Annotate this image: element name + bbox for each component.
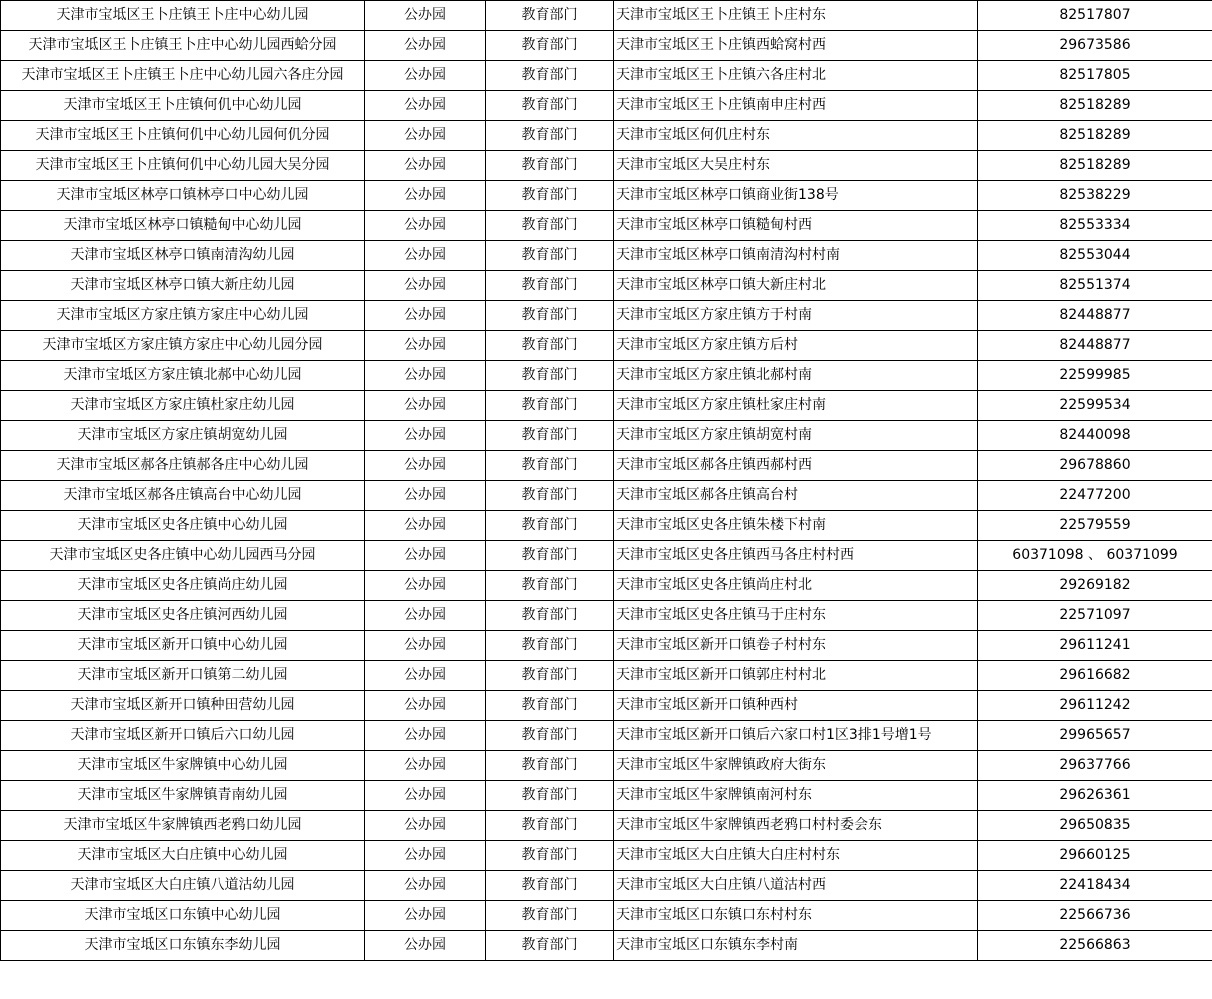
phone-cell: 29637766 bbox=[978, 751, 1212, 781]
phone-cell: 22599985 bbox=[978, 361, 1212, 391]
address-cell: 天津市宝坻区林亭口镇商业街138号 bbox=[614, 181, 978, 211]
ownership-type-cell: 公办园 bbox=[365, 571, 486, 601]
phone-cell: 22571097 bbox=[978, 601, 1212, 631]
table-row bbox=[1, 1, 1212, 31]
department-cell: 教育部门 bbox=[486, 61, 614, 91]
department-cell: 教育部门 bbox=[486, 91, 614, 121]
department-cell: 教育部门 bbox=[486, 931, 614, 961]
phone-cell: 29678860 bbox=[978, 451, 1212, 481]
table-row bbox=[1, 151, 1212, 181]
ownership-type-cell: 公办园 bbox=[365, 121, 486, 151]
phone-cell: 82448877 bbox=[978, 331, 1212, 361]
phone-cell: 29965657 bbox=[978, 721, 1212, 751]
table-row bbox=[1, 781, 1212, 811]
address-cell: 天津市宝坻区林亭口镇大新庄村北 bbox=[614, 271, 978, 301]
table-row bbox=[1, 691, 1212, 721]
phone-cell: 29650835 bbox=[978, 811, 1212, 841]
department-cell: 教育部门 bbox=[486, 601, 614, 631]
department-cell: 教育部门 bbox=[486, 451, 614, 481]
address-cell: 天津市宝坻区方家庄镇胡宽村南 bbox=[614, 421, 978, 451]
address-cell: 天津市宝坻区牛家牌镇政府大街东 bbox=[614, 751, 978, 781]
kindergarten-name-cell: 天津市宝坻区林亭口镇糙甸中心幼儿园 bbox=[1, 211, 365, 241]
kindergarten-name-cell: 天津市宝坻区史各庄镇中心幼儿园西马分园 bbox=[1, 541, 365, 571]
phone-cell: 29611241 bbox=[978, 631, 1212, 661]
kindergarten-name-cell: 天津市宝坻区王卜庄镇何仉中心幼儿园何仉分园 bbox=[1, 121, 365, 151]
phone-cell: 29626361 bbox=[978, 781, 1212, 811]
ownership-type-cell: 公办园 bbox=[365, 601, 486, 631]
phone-cell: 82538229 bbox=[978, 181, 1212, 211]
address-cell: 天津市宝坻区方家庄镇方后村 bbox=[614, 331, 978, 361]
ownership-type-cell: 公办园 bbox=[365, 361, 486, 391]
department-cell: 教育部门 bbox=[486, 301, 614, 331]
address-cell: 天津市宝坻区史各庄镇马于庄村东 bbox=[614, 601, 978, 631]
table-row bbox=[1, 391, 1212, 421]
address-cell: 天津市宝坻区王卜庄镇南申庄村西 bbox=[614, 91, 978, 121]
kindergarten-name-cell: 天津市宝坻区牛家牌镇中心幼儿园 bbox=[1, 751, 365, 781]
department-cell: 教育部门 bbox=[486, 901, 614, 931]
kindergarten-name-cell: 天津市宝坻区口东镇东李幼儿园 bbox=[1, 931, 365, 961]
kindergarten-name-cell: 天津市宝坻区王卜庄镇王卜庄中心幼儿园六各庄分园 bbox=[1, 61, 365, 91]
department-cell: 教育部门 bbox=[486, 541, 614, 571]
address-cell: 天津市宝坻区史各庄镇尚庄村北 bbox=[614, 571, 978, 601]
kindergarten-name-cell: 天津市宝坻区王卜庄镇王卜庄中心幼儿园西蛤分园 bbox=[1, 31, 365, 61]
phone-cell: 22477200 bbox=[978, 481, 1212, 511]
department-cell: 教育部门 bbox=[486, 181, 614, 211]
table-row bbox=[1, 541, 1212, 571]
ownership-type-cell: 公办园 bbox=[365, 661, 486, 691]
department-cell: 教育部门 bbox=[486, 361, 614, 391]
kindergarten-name-cell: 天津市宝坻区新开口镇第二幼儿园 bbox=[1, 661, 365, 691]
address-cell: 天津市宝坻区郝各庄镇西郝村西 bbox=[614, 451, 978, 481]
ownership-type-cell: 公办园 bbox=[365, 691, 486, 721]
kindergarten-name-cell: 天津市宝坻区郝各庄镇郝各庄中心幼儿园 bbox=[1, 451, 365, 481]
address-cell: 天津市宝坻区何仉庄村东 bbox=[614, 121, 978, 151]
kindergarten-name-cell: 天津市宝坻区口东镇中心幼儿园 bbox=[1, 901, 365, 931]
kindergarten-name-cell: 天津市宝坻区新开口镇中心幼儿园 bbox=[1, 631, 365, 661]
kindergarten-name-cell: 天津市宝坻区方家庄镇胡宽幼儿园 bbox=[1, 421, 365, 451]
ownership-type-cell: 公办园 bbox=[365, 271, 486, 301]
kindergarten-name-cell: 天津市宝坻区林亭口镇大新庄幼儿园 bbox=[1, 271, 365, 301]
department-cell: 教育部门 bbox=[486, 631, 614, 661]
address-cell: 天津市宝坻区林亭口镇糙甸村西 bbox=[614, 211, 978, 241]
table-row bbox=[1, 241, 1212, 271]
ownership-type-cell: 公办园 bbox=[365, 451, 486, 481]
phone-cell: 29660125 bbox=[978, 841, 1212, 871]
kindergarten-name-cell: 天津市宝坻区王卜庄镇何仉中心幼儿园大吴分园 bbox=[1, 151, 365, 181]
address-cell: 天津市宝坻区方家庄镇北郝村南 bbox=[614, 361, 978, 391]
kindergarten-name-cell: 天津市宝坻区新开口镇种田营幼儿园 bbox=[1, 691, 365, 721]
table-body bbox=[1, 1, 1212, 961]
table-row bbox=[1, 661, 1212, 691]
ownership-type-cell: 公办园 bbox=[365, 61, 486, 91]
department-cell: 教育部门 bbox=[486, 421, 614, 451]
phone-cell: 82517807 bbox=[978, 1, 1212, 31]
department-cell: 教育部门 bbox=[486, 211, 614, 241]
phone-cell: 29673586 bbox=[978, 31, 1212, 61]
kindergarten-name-cell: 天津市宝坻区林亭口镇南清沟幼儿园 bbox=[1, 241, 365, 271]
table-row bbox=[1, 211, 1212, 241]
ownership-type-cell: 公办园 bbox=[365, 901, 486, 931]
table-row bbox=[1, 451, 1212, 481]
address-cell: 天津市宝坻区史各庄镇西马各庄村村西 bbox=[614, 541, 978, 571]
address-cell: 天津市宝坻区史各庄镇朱楼下村南 bbox=[614, 511, 978, 541]
kindergarten-name-cell: 天津市宝坻区王卜庄镇王卜庄中心幼儿园 bbox=[1, 1, 365, 31]
ownership-type-cell: 公办园 bbox=[365, 511, 486, 541]
kindergarten-name-cell: 天津市宝坻区林亭口镇林亭口中心幼儿园 bbox=[1, 181, 365, 211]
phone-cell: 60371098 、 60371099 bbox=[978, 541, 1212, 571]
department-cell: 教育部门 bbox=[486, 571, 614, 601]
table-row bbox=[1, 601, 1212, 631]
ownership-type-cell: 公办园 bbox=[365, 631, 486, 661]
ownership-type-cell: 公办园 bbox=[365, 181, 486, 211]
phone-cell: 22566736 bbox=[978, 901, 1212, 931]
phone-cell: 82518289 bbox=[978, 151, 1212, 181]
address-cell: 天津市宝坻区新开口镇郭庄村村北 bbox=[614, 661, 978, 691]
kindergarten-name-cell: 天津市宝坻区大白庄镇中心幼儿园 bbox=[1, 841, 365, 871]
table-row bbox=[1, 931, 1212, 961]
address-cell: 天津市宝坻区王卜庄镇王卜庄村东 bbox=[614, 1, 978, 31]
table-row bbox=[1, 421, 1212, 451]
address-cell: 天津市宝坻区林亭口镇南清沟村村南 bbox=[614, 241, 978, 271]
department-cell: 教育部门 bbox=[486, 121, 614, 151]
table-row bbox=[1, 631, 1212, 661]
department-cell: 教育部门 bbox=[486, 661, 614, 691]
department-cell: 教育部门 bbox=[486, 721, 614, 751]
phone-cell: 29269182 bbox=[978, 571, 1212, 601]
phone-cell: 82448877 bbox=[978, 301, 1212, 331]
kindergarten-name-cell: 天津市宝坻区方家庄镇北郝中心幼儿园 bbox=[1, 361, 365, 391]
address-cell: 天津市宝坻区大白庄镇八道沽村西 bbox=[614, 871, 978, 901]
department-cell: 教育部门 bbox=[486, 871, 614, 901]
ownership-type-cell: 公办园 bbox=[365, 151, 486, 181]
table-row bbox=[1, 271, 1212, 301]
ownership-type-cell: 公办园 bbox=[365, 91, 486, 121]
ownership-type-cell: 公办园 bbox=[365, 811, 486, 841]
ownership-type-cell: 公办园 bbox=[365, 931, 486, 961]
ownership-type-cell: 公办园 bbox=[365, 541, 486, 571]
department-cell: 教育部门 bbox=[486, 151, 614, 181]
ownership-type-cell: 公办园 bbox=[365, 211, 486, 241]
table-row bbox=[1, 901, 1212, 931]
phone-cell: 82518289 bbox=[978, 91, 1212, 121]
kindergarten-name-cell: 天津市宝坻区史各庄镇尚庄幼儿园 bbox=[1, 571, 365, 601]
kindergarten-name-cell: 天津市宝坻区史各庄镇河西幼儿园 bbox=[1, 601, 365, 631]
table-row bbox=[1, 301, 1212, 331]
address-cell: 天津市宝坻区方家庄镇方于村南 bbox=[614, 301, 978, 331]
kindergarten-name-cell: 天津市宝坻区大白庄镇八道沽幼儿园 bbox=[1, 871, 365, 901]
phone-cell: 29611242 bbox=[978, 691, 1212, 721]
table-row bbox=[1, 871, 1212, 901]
department-cell: 教育部门 bbox=[486, 691, 614, 721]
table-row bbox=[1, 811, 1212, 841]
table-row bbox=[1, 181, 1212, 211]
ownership-type-cell: 公办园 bbox=[365, 301, 486, 331]
address-cell: 天津市宝坻区新开口镇种西村 bbox=[614, 691, 978, 721]
ownership-type-cell: 公办园 bbox=[365, 241, 486, 271]
address-cell: 天津市宝坻区大白庄镇大白庄村村东 bbox=[614, 841, 978, 871]
table-row bbox=[1, 751, 1212, 781]
table-row bbox=[1, 91, 1212, 121]
phone-cell: 82440098 bbox=[978, 421, 1212, 451]
ownership-type-cell: 公办园 bbox=[365, 871, 486, 901]
department-cell: 教育部门 bbox=[486, 481, 614, 511]
table-row bbox=[1, 31, 1212, 61]
kindergarten-name-cell: 天津市宝坻区牛家牌镇青南幼儿园 bbox=[1, 781, 365, 811]
phone-cell: 82517805 bbox=[978, 61, 1212, 91]
phone-cell: 22579559 bbox=[978, 511, 1212, 541]
address-cell: 天津市宝坻区大吴庄村东 bbox=[614, 151, 978, 181]
department-cell: 教育部门 bbox=[486, 1, 614, 31]
table-row bbox=[1, 121, 1212, 151]
ownership-type-cell: 公办园 bbox=[365, 721, 486, 751]
department-cell: 教育部门 bbox=[486, 31, 614, 61]
phone-cell: 22566863 bbox=[978, 931, 1212, 961]
department-cell: 教育部门 bbox=[486, 841, 614, 871]
address-cell: 天津市宝坻区牛家牌镇南河村东 bbox=[614, 781, 978, 811]
table-row bbox=[1, 511, 1212, 541]
kindergarten-name-cell: 天津市宝坻区牛家牌镇西老鸦口幼儿园 bbox=[1, 811, 365, 841]
ownership-type-cell: 公办园 bbox=[365, 31, 486, 61]
phone-cell: 82551374 bbox=[978, 271, 1212, 301]
table-row bbox=[1, 841, 1212, 871]
address-cell: 天津市宝坻区口东镇东李村南 bbox=[614, 931, 978, 961]
phone-cell: 22599534 bbox=[978, 391, 1212, 421]
department-cell: 教育部门 bbox=[486, 781, 614, 811]
ownership-type-cell: 公办园 bbox=[365, 841, 486, 871]
address-cell: 天津市宝坻区王卜庄镇西蛤窝村西 bbox=[614, 31, 978, 61]
table-row bbox=[1, 481, 1212, 511]
table-row bbox=[1, 331, 1212, 361]
department-cell: 教育部门 bbox=[486, 241, 614, 271]
ownership-type-cell: 公办园 bbox=[365, 331, 486, 361]
address-cell: 天津市宝坻区新开口镇卷子村村东 bbox=[614, 631, 978, 661]
ownership-type-cell: 公办园 bbox=[365, 781, 486, 811]
ownership-type-cell: 公办园 bbox=[365, 391, 486, 421]
ownership-type-cell: 公办园 bbox=[365, 421, 486, 451]
phone-cell: 29616682 bbox=[978, 661, 1212, 691]
kindergarten-name-cell: 天津市宝坻区王卜庄镇何仉中心幼儿园 bbox=[1, 91, 365, 121]
ownership-type-cell: 公办园 bbox=[365, 751, 486, 781]
department-cell: 教育部门 bbox=[486, 331, 614, 361]
address-cell: 天津市宝坻区方家庄镇杜家庄村南 bbox=[614, 391, 978, 421]
address-cell: 天津市宝坻区口东镇口东村村东 bbox=[614, 901, 978, 931]
phone-cell: 82553044 bbox=[978, 241, 1212, 271]
department-cell: 教育部门 bbox=[486, 391, 614, 421]
ownership-type-cell: 公办园 bbox=[365, 481, 486, 511]
kindergarten-name-cell: 天津市宝坻区新开口镇后六口幼儿园 bbox=[1, 721, 365, 751]
phone-cell: 82553334 bbox=[978, 211, 1212, 241]
address-cell: 天津市宝坻区新开口镇后六家口村1区3排1号增1号 bbox=[614, 721, 978, 751]
table-row bbox=[1, 721, 1212, 751]
address-cell: 天津市宝坻区牛家牌镇西老鸦口村村委会东 bbox=[614, 811, 978, 841]
address-cell: 天津市宝坻区郝各庄镇高台村 bbox=[614, 481, 978, 511]
kindergarten-name-cell: 天津市宝坻区方家庄镇方家庄中心幼儿园 bbox=[1, 301, 365, 331]
department-cell: 教育部门 bbox=[486, 751, 614, 781]
kindergarten-name-cell: 天津市宝坻区史各庄镇中心幼儿园 bbox=[1, 511, 365, 541]
kindergarten-name-cell: 天津市宝坻区方家庄镇方家庄中心幼儿园分园 bbox=[1, 331, 365, 361]
kindergarten-name-cell: 天津市宝坻区方家庄镇杜家庄幼儿园 bbox=[1, 391, 365, 421]
table-row bbox=[1, 61, 1212, 91]
phone-cell: 82518289 bbox=[978, 121, 1212, 151]
ownership-type-cell: 公办园 bbox=[365, 1, 486, 31]
department-cell: 教育部门 bbox=[486, 271, 614, 301]
phone-cell: 22418434 bbox=[978, 871, 1212, 901]
department-cell: 教育部门 bbox=[486, 811, 614, 841]
department-cell: 教育部门 bbox=[486, 511, 614, 541]
address-cell: 天津市宝坻区王卜庄镇六各庄村北 bbox=[614, 61, 978, 91]
table-row bbox=[1, 361, 1212, 391]
kindergarten-name-cell: 天津市宝坻区郝各庄镇高台中心幼儿园 bbox=[1, 481, 365, 511]
table-row bbox=[1, 571, 1212, 601]
